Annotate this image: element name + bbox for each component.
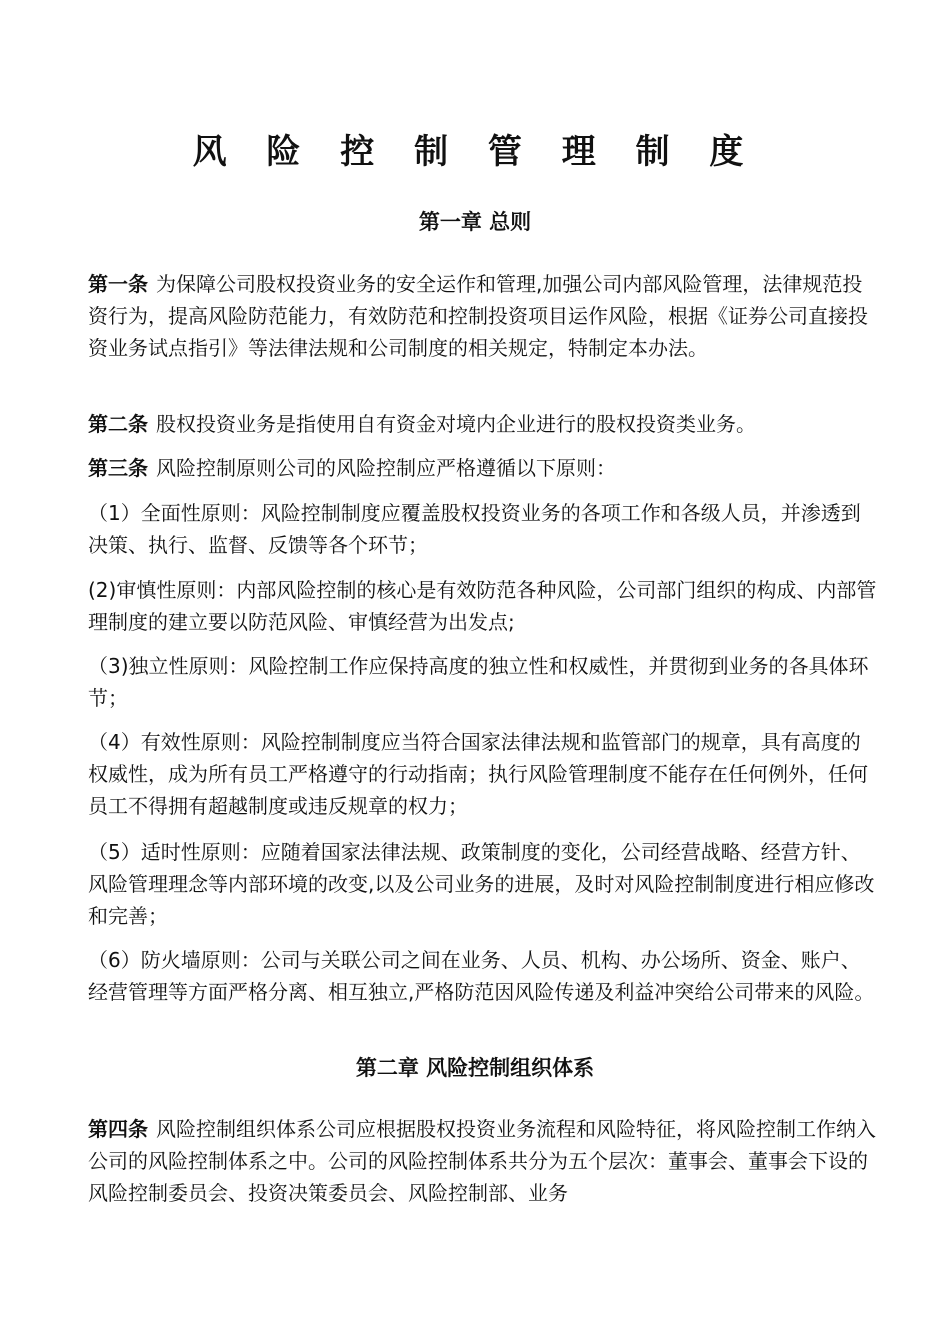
article-4 <box>88 1113 878 1209</box>
article-text: 股权投资业务是指使用自有资金对境内企业进行的股权投资类业务。 <box>156 412 756 436</box>
chapter-heading-2: 第二章 风险控制组织体系 <box>355 1056 595 1080</box>
article-label: 第四条 <box>88 1117 148 1141</box>
article-label: 第三条 <box>88 456 148 480</box>
chapter-heading-1: 第一章 总则 <box>418 210 532 234</box>
principle-item: （5）适时性原则：应随着国家法律法规、政策制度的变化，公司经营战略、经营方针、风险管理理念等内部环境的改变,以及公司业务的进展，及时对风险控制制度进行相应修改和完善； <box>88 840 875 928</box>
article-2 <box>88 408 878 440</box>
principle-item: （4）有效性原则：风险控制制度应当符合国家法律法规和监管部门的规章，具有高度的权威性，成为所有员工严格遵守的行动指南；执行风险管理制度不能存在任何例外，任何员工不得拥有超越制度或违反规章的权力； <box>88 730 868 818</box>
article-text: 风险控制原则公司的风险控制应严格遵循以下原则： <box>156 456 616 480</box>
article-label: 第一条 <box>88 272 148 296</box>
article-1 <box>88 268 878 364</box>
principle-item: （3)独立性原则：风险控制工作应保持高度的独立性和权威性，并贯彻到业务的各具体环节； <box>88 654 869 710</box>
article-text: 为保障公司股权投资业务的安全运作和管理,加强公司内部风险管理，法律规范投资行为，提高风险防范能力，有效防范和控制投资项目运作风险，根据《证券公司直接投资业务试点指引》等法律法规和公司制度的相关规定，特制定本办法。 <box>88 272 868 360</box>
article-label: 第二条 <box>88 412 148 436</box>
document-title: 风 险 控 制 管 理 制 度 <box>192 132 758 172</box>
article-text: 风险控制组织体系公司应根据股权投资业务流程和风险特征，将风险控制工作纳入公司的风险控制体系之中。公司的风险控制体系共分为五个层次：董事会、董事会下设的风险控制委员会、投资决策委员会、风险控制部、业务 <box>88 1117 876 1205</box>
principle-item: (2)审慎性原则：内部风险控制的核心是有效防范各种风险，公司部门组织的构成、内部管理制度的建立要以防范风险、审慎经营为出发点; <box>88 578 877 634</box>
principle-item: （1）全面性原则：风险控制制度应覆盖股权投资业务的各项工作和各级人员，并渗透到决策、执行、监督、反馈等各个环节； <box>88 501 861 557</box>
article-3 <box>88 452 878 484</box>
principle-item: （6）防火墙原则：公司与关联公司之间在业务、人员、机构、办公场所、资金、账户、经营管理等方面严格分离、相互独立,严格防范因风险传递及利益冲突给公司带来的风险。 <box>88 948 875 1004</box>
